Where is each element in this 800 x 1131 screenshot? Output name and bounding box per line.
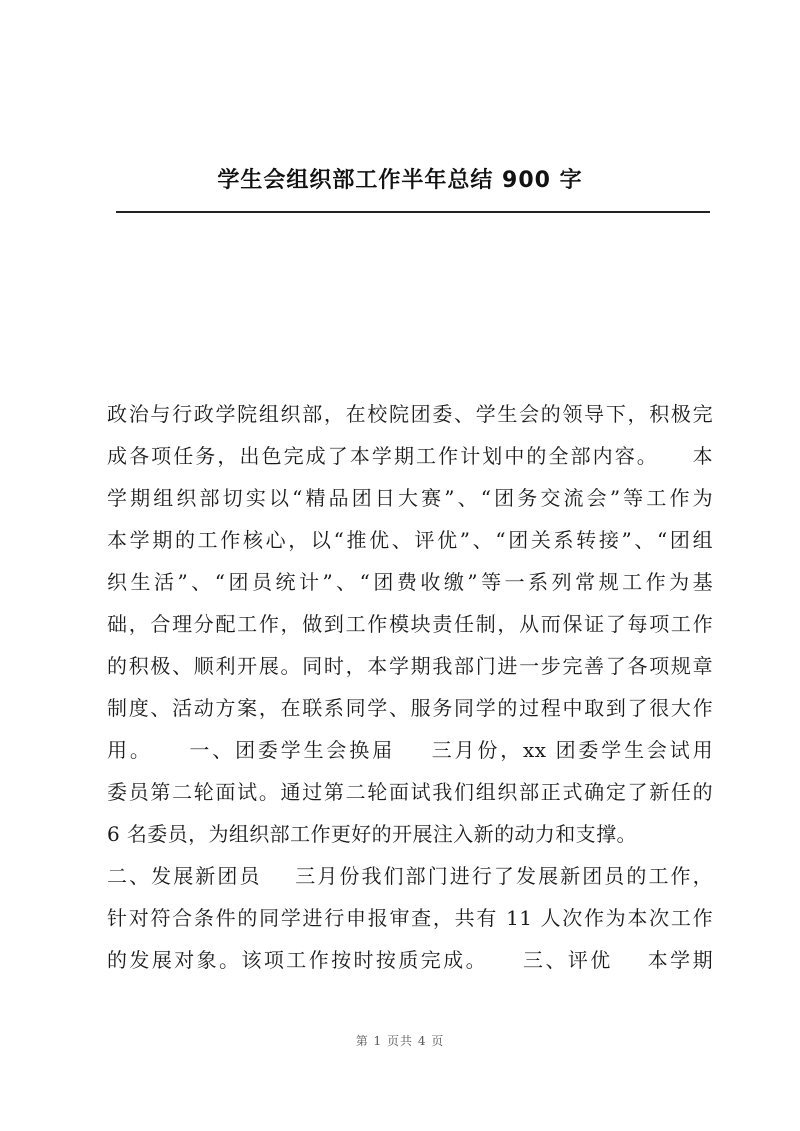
body-line: 二、发展新团员 三月份我们部门进行了发展新团员的工作， (107, 864, 713, 888)
body-line: 学期组织部切实以“精品团日大赛”、“团务交流会”等工作为 (107, 486, 713, 510)
title-divider (116, 211, 710, 213)
body-line: 6 名委员，为组织部工作更好的开展注入新的动力和支撑。 (107, 822, 637, 846)
document-title: 学生会组织部工作半年总结 900 字 (217, 168, 583, 193)
body-line: 的积极、顺利开展。同时，本学期我部门进一步完善了各项规章 (107, 654, 713, 678)
body-line: 本学期的工作核心，以“推优、评优”、“团关系转接”、“团组 (107, 528, 713, 552)
document-body (107, 393, 713, 981)
body-line: 础，合理分配工作，做到工作模块责任制，从而保证了每项工作 (107, 612, 713, 636)
body-line: 织生活”、“团员统计”、“团费收缴”等一系列常规工作为基 (107, 570, 713, 594)
body-line: 成各项任务，出色完成了本学期工作计划中的全部内容。 本 (107, 444, 713, 468)
body-line: 委员第二轮面试。通过第二轮面试我们组织部正式确定了新任的 (107, 780, 713, 804)
body-line: 政治与行政学院组织部，在校院团委、学生会的领导下，积极完 (107, 402, 713, 426)
body-line: 的发展对象。该项工作按时按质完成。 三、评优 本学期 (107, 948, 713, 972)
body-line: 制度、活动方案，在联系同学、服务同学的过程中取到了很大作 (107, 696, 713, 720)
page-number-footer: 第 1 页共 4 页 (355, 1034, 445, 1048)
body-line: 用。 一、团委学生会换届 三月份，xx 团委学生会试用 (107, 738, 713, 762)
body-line: 针对符合条件的同学进行申报审查，共有 11 人次作为本次工作 (107, 906, 713, 930)
